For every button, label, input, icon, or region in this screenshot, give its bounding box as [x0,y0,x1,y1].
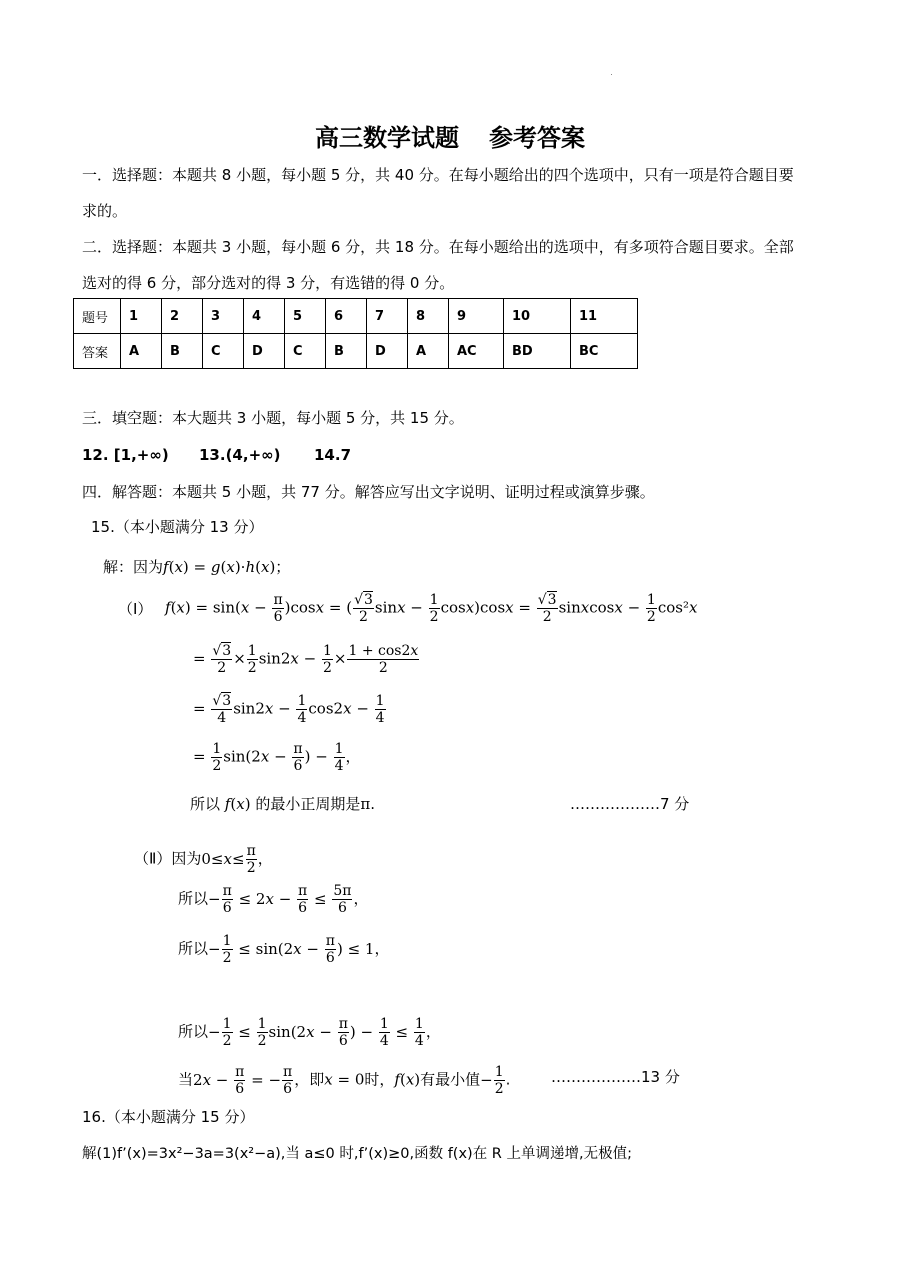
table-cell: 11 [571,299,638,334]
table-cell: 2 [162,299,203,334]
table-header-number: 题号 [74,299,121,334]
answer-14: 14.7 [314,446,352,464]
table-cell: 8 [408,299,449,334]
formula-fx-min: f(x) [394,1070,421,1089]
formula-fgh: f(x) = g(x)·h(x) [163,558,276,576]
formula-range-x: 0≤x≤ $\frac{\pi}{2}$ [201,843,256,876]
q16-heading: 16.（本小题满分 15 分） [82,1108,255,1126]
period-text: 的最小正周期是 [255,795,361,813]
table-cell: D [367,334,408,369]
table-cell: C [285,334,326,369]
formula-line1: f(x) = sin(x − $\frac{\pi}{6}$ )cosx = ( $\frac{√3}{2}$ sinx − $\frac{1}{2}$ cosx)cosx = $\frac{√3}{2}$ sinxcosx − $\frac{1}{2}$ cos²x [165,592,698,625]
ie-label: ，即 [294,1070,325,1089]
table-cell: B [162,334,203,369]
formula-line3: = $\frac{√3}{4}$ sin2x − $\frac{1}{4}$ cos2x − $\frac{1}{4}$ [193,693,385,726]
table-cell: AC [449,334,504,369]
q16-line1: 解(1)f’(x)=3x²−3a=3(x²−a),当 a≤0 时,f’(x)≥0,函数 f(x)在 R 上单调递增,无极值; [82,1146,632,1162]
so-label: 所以 [178,1022,209,1041]
so-label: 所以 [178,939,209,958]
range-line3: 所以− $\frac{1}{2}$ ≤ $\frac{1}{2}$ sin(2x − $\frac{\pi}{6}$ ) − $\frac{1}{4}$ ≤ $\frac{1}{4}$ ， [178,1016,441,1049]
page-title [0,118,900,153]
when-label: 当 [178,1070,194,1089]
formula-x0: x = 0 [324,1070,365,1089]
sec4-heading: 四．解答题：本题共 5 小题，共 77 分。解答应写出文字说明、证明过程或演算步骤。 [82,483,655,501]
table-row-numbers [74,299,638,334]
answer-table [73,298,638,369]
when-tail: 时， [364,1070,395,1089]
table-cell: 3 [203,299,244,334]
table-cell: D [244,334,285,369]
score-13: ………………13 分 [551,1068,680,1086]
q15-intro-prefix: 解：因为 [103,558,164,576]
sec2-line1: 二．选择题：本题共 3 小题，每小题 6 分，共 18 分。在每小题给出的选项中，有多项符合题目要求。全部 [82,238,794,256]
table-cell: 4 [244,299,285,334]
table-cell: A [408,334,449,369]
formula-min-value: − $\frac{1}{2}$ [480,1064,504,1097]
range-line1: 所以− $\frac{\pi}{6}$ ≤ 2x − $\frac{\pi}{6}$ ≤ $\frac{5\pi}{6}$ ， [178,883,369,916]
period-line: 所以 f(x) 的最小正周期是π. [190,795,375,813]
formula-fx: f(x) [224,795,256,813]
formula-line2: = $\frac{√3}{2}$ × $\frac{1}{2}$ sin2x − $\frac{1}{2}$ × $\frac{1 + \cos 2x}{2}$ [193,643,419,676]
table-cell: BC [571,334,638,369]
q15-heading: 15.（本小题满分 13 分） [91,518,264,536]
table-row-answers [74,334,638,369]
sec1-line2: 求的。 [82,202,128,220]
range-line2: 所以− $\frac{1}{2}$ ≤ sin(2x − $\frac{\pi}{6}$ ) ≤ 1， [178,933,390,966]
formula-range-2x: − $\frac{\pi}{6}$ ≤ 2x − $\frac{\pi}{6}$ ≤ $\frac{5\pi}{6}$ [208,883,352,916]
title-sub: 参考答案 [489,124,585,152]
formula-range-f: − $\frac{1}{2}$ ≤ $\frac{1}{2}$ sin(2x − $\frac{\pi}{6}$ ) − $\frac{1}{4}$ ≤ $\frac{1}{4}$ [208,1016,424,1049]
table-cell: B [326,334,367,369]
table-header-answer: 答案 [74,334,121,369]
table-cell: A [121,334,162,369]
answer-13: 13.(4,+∞) [199,446,281,464]
table-cell: BD [504,334,571,369]
table-cell: C [203,334,244,369]
table-cell: 6 [326,299,367,334]
period-value: π [360,795,371,813]
table-cell: 5 [285,299,326,334]
q15-intro: 解：因为f(x) = g(x)·h(x)； [103,558,291,576]
table-cell: 10 [504,299,571,334]
part1-label: （Ⅰ） [118,600,153,618]
sec1-line1: 一．选择题：本题共 8 小题，每小题 5 分，共 40 分。在每小题给出的四个选项中，只有一项是符合题目要 [82,166,794,184]
score-7: ………………7 分 [570,795,690,813]
sec3-heading: 三．填空题：本大题共 3 小题，每小题 5 分，共 15 分。 [82,409,464,427]
min-line: 当2x − $\frac{\pi}{6}$ = − $\frac{\pi}{6}$ ，即x = 0时，f(x)有最小值− $\frac{1}{2}$ . [178,1064,511,1097]
stray-dot [611,74,612,75]
period-prefix: 所以 [190,795,221,813]
table-cell: 1 [121,299,162,334]
title-main: 高三数学试题 [315,124,459,152]
table-cell: 7 [367,299,408,334]
so-label: 所以 [178,889,209,908]
part2-line: （Ⅱ）因为0≤x≤ $\frac{\pi}{2}$ ， [134,843,273,876]
table-cell: 9 [449,299,504,334]
sec2-line2: 选对的得 6 分，部分选对的得 3 分，有选错的得 0 分。 [82,274,455,292]
formula-range-sin: − $\frac{1}{2}$ ≤ sin(2x − $\frac{\pi}{6}$ ) ≤ 1 [208,933,375,966]
formula-min-cond: 2x − $\frac{\pi}{6}$ = − $\frac{\pi}{6}$ [193,1064,293,1097]
min-text: 有最小值 [420,1070,481,1089]
part2-label: （Ⅱ）因为 [134,849,202,868]
answer-12: 12. [1,+∞) [82,446,169,464]
formula-line4: = $\frac{1}{2}$ sin(2x − $\frac{\pi}{6}$ ) − $\frac{1}{4}$ ， [193,741,361,774]
